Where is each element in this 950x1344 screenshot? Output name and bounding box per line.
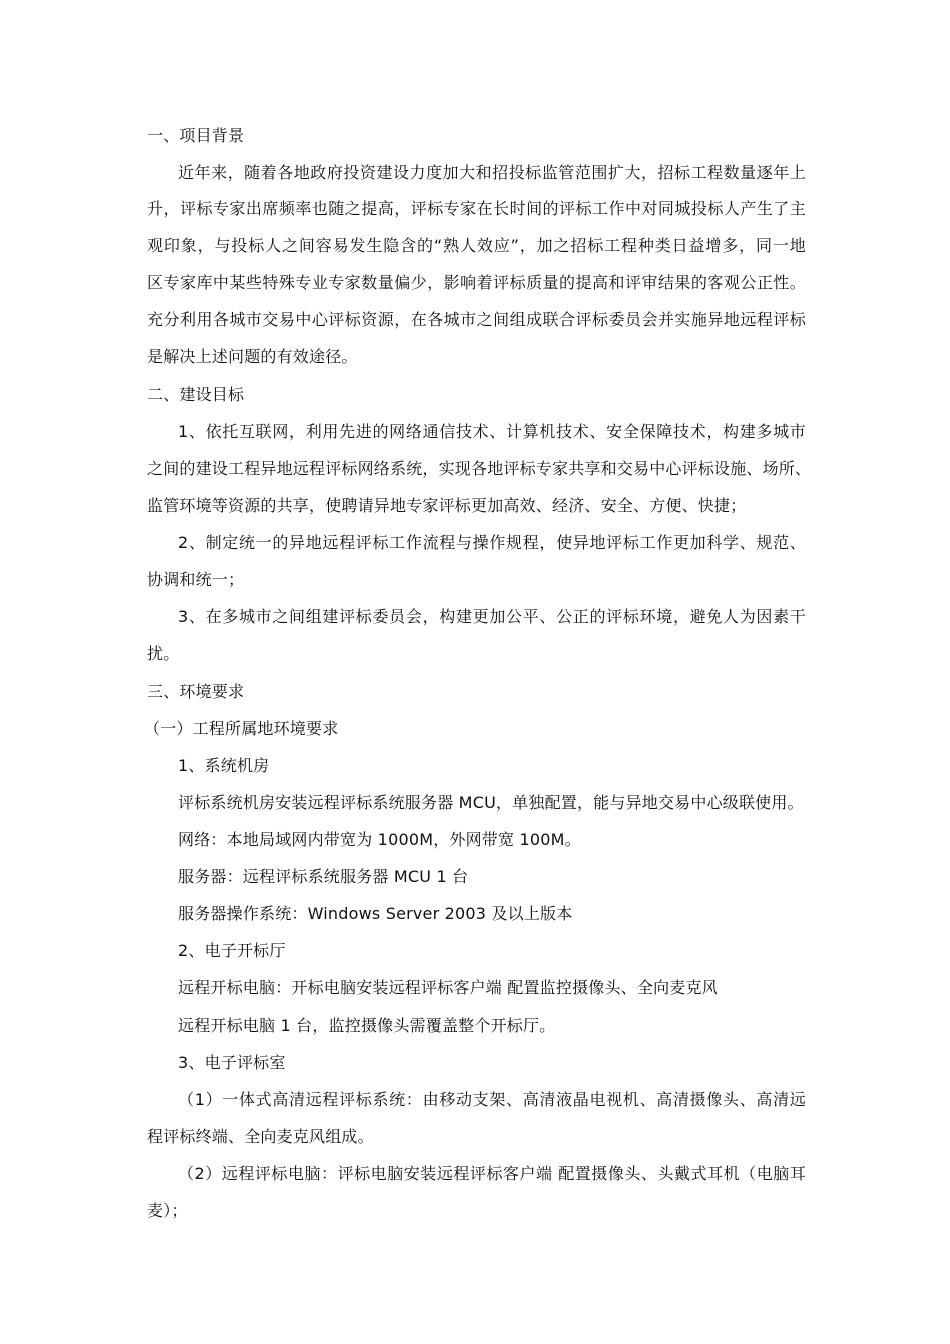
paragraph-line: 升，评标专家出席频率也随之提高，评标专家在长时间的评标工作中对同城投标人产生了主 [147, 199, 806, 218]
spec-line: 评标系统机房安装远程评标系统服务器 MCU，单独配置，能与异地交易中心级联使用。 [178, 793, 804, 812]
goal-item-line: 3、在多城市之间组建评标委员会，构建更加公平、公正的评标环境，避免人为因素干 [178, 607, 806, 626]
item-title-opening-hall: 2、电子开标厅 [178, 941, 286, 960]
paragraph-line: 观印象，与投标人之间容易发生隐含的“熟人效应”，加之招标工程种类日益增多，同一地 [147, 236, 806, 255]
paragraph-line: 近年来，随着各地政府投资建设力度加大和招投标监管范围扩大，招标工程数量逐年上 [178, 163, 806, 182]
item-title-evaluation-room: 3、电子评标室 [178, 1053, 286, 1072]
item-title-server-room: 1、系统机房 [178, 756, 270, 775]
spec-line: 网络：本地局域网内带宽为 1000M，外网带宽 100M。 [178, 830, 581, 849]
section-heading-goals: 二、建设目标 [147, 385, 245, 404]
paragraph-line: 区专家库中某些特殊专业专家数量偏少，影响着评标质量的提高和评审结果的客观公正性。 [147, 273, 806, 292]
section-heading-background: 一、项目背景 [147, 126, 245, 145]
spec-line: （2）远程评标电脑：评标电脑安装远程评标客户端 配置摄像头、头戴式耳机（电脑耳 [178, 1164, 806, 1183]
goal-item-line: 监管环境等资源的共享，使聘请异地专家评标更加高效、经济、安全、方便、快捷； [147, 496, 747, 515]
spec-line: 服务器操作系统：Windows Server 2003 及以上版本 [178, 904, 573, 923]
goal-item-line: 之间的建设工程异地远程评标网络系统，实现各地评标专家共享和交易中心评标设施、场所、 [147, 459, 812, 478]
goal-item-line: 扰。 [147, 644, 180, 663]
spec-line: 麦）； [147, 1201, 188, 1220]
goal-item-line: 协调和统一； [147, 570, 245, 589]
paragraph-line: 是解决上述问题的有效途径。 [147, 347, 358, 366]
goal-item-line: 2、制定统一的异地远程评标工作流程与操作规程，使异地评标工作更加科学、规范、 [178, 533, 806, 552]
spec-line: 程评标终端、全向麦克风组成。 [147, 1127, 374, 1146]
goal-item-line: 1、依托互联网，利用先进的网络通信技术、计算机技术、安全保障技术，构建多城市 [178, 422, 806, 441]
subsection-heading: （一）工程所属地环境要求 [144, 719, 339, 738]
spec-line: 服务器：远程评标系统服务器 MCU 1 台 [178, 867, 469, 886]
spec-line: （1）一体式高清远程评标系统：由移动支架、高清液晶电视机、高清摄像头、高清远 [178, 1090, 806, 1109]
spec-line: 远程开标电脑：开标电脑安装远程评标客户端 配置监控摄像头、全向麦克风 [178, 978, 718, 997]
paragraph-line: 充分利用各城市交易中心评标资源，在各城市之间组成联合评标委员会并实施异地远程评标 [147, 310, 806, 329]
spec-line: 远程开标电脑 1 台，监控摄像头需覆盖整个开标厅。 [178, 1016, 556, 1035]
section-heading-environment: 三、环境要求 [147, 682, 245, 701]
